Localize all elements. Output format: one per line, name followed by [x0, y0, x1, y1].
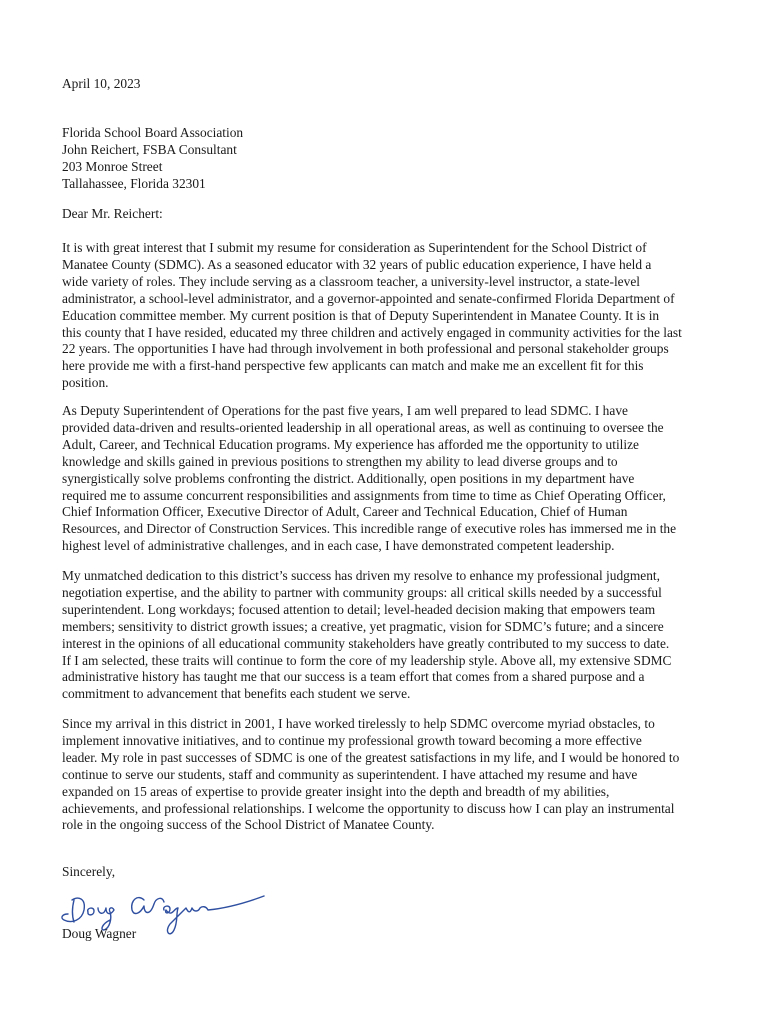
text-line: 22 years. The opportunities I have had through involvement in both professional and personal stakeholder groups [62, 341, 669, 357]
text-line: leader. My role in past successes of SDMC is one of the greatest satisfactions in my life, and I would be honored to [62, 749, 680, 765]
recipient-line: 203 Monroe Street [62, 158, 163, 174]
recipient-line: Florida School Board Association [62, 125, 244, 140]
text-line: here provide me with a first-hand perspective few applicants can match and make me an excellent fit for this [62, 358, 644, 374]
letter-date: April 10, 2023 [62, 76, 141, 91]
text-line: implement innovative initiatives, and to continue my professional growth toward becoming a more effective [62, 732, 642, 748]
text-line: My unmatched dedication to this district’s success has driven my resolve to enhance my professional judgment, [62, 568, 660, 583]
paragraph-4 [62, 716, 692, 834]
text-line: highest level of administrative challenges, and in each case, I have demonstrated competent leadership. [62, 538, 615, 554]
text-line: superintendent. Long workdays; focused attention to detail; level-headed decision making that empowers team [62, 601, 656, 617]
closing: Sincerely, [62, 864, 116, 879]
text-line: position. [62, 375, 109, 391]
recipient-line: Tallahassee, Florida 32301 [62, 175, 206, 191]
text-line: interest in the opinions of all educational community stakeholders have greatly contributed to my success to date. [62, 635, 670, 651]
recipient-line: John Reichert, FSBA Consultant [62, 141, 237, 157]
text-line: achievements, and professional relationships. I welcome the opportunity to discuss how I can play an instrumental [62, 800, 675, 816]
text-line: required me to assume concurrent responsibilities and assignments from time to time as Chief Operating Officer, [62, 487, 666, 503]
text-line: Chief Information Officer, Executive Director of Adult, Career and Technical Education, Chief of Human [62, 504, 628, 520]
text-line: expanded on 15 areas of expertise to provide greater insight into the depth and breadth of my abilities, [62, 783, 610, 799]
text-line: negotiation expertise, and the ability to partner with community groups: all critical skills needed by a successful [62, 584, 662, 600]
text-line: provided data-driven and results-oriented leadership in all operational areas, as well as continuing to oversee the [62, 419, 664, 435]
text-line: Education committee member. My current position is that of Deputy Superintendent in Manatee County. It is in [62, 307, 660, 323]
text-line: As Deputy Superintendent of Operations for the past five years, I am well prepared to lead SDMC. I have [62, 403, 628, 418]
text-line: role in the ongoing success of the School District of Manatee County. [62, 817, 435, 833]
text-line: wide variety of roles. They include serving as a classroom teacher, a university-level instructor, a state-level [62, 273, 640, 289]
signer-name: Doug Wagner [62, 926, 137, 941]
text-line: continue to serve our students, staff and community as superintendent. I have attached my resume and have [62, 766, 638, 782]
text-line: If I am selected, these traits will continue to form the core of my leadership style. Above all, my extensive SDMC [62, 652, 672, 668]
text-line: Adult, Career, and Technical Education programs. My experience has afforded me the opportunity to utilize [62, 436, 639, 452]
paragraph-3 [62, 568, 692, 703]
recipient-address [62, 125, 692, 193]
salutation: Dear Mr. Reichert: [62, 206, 163, 221]
text-line: synergistically solve problems confronting the district. Additionally, open positions in my department have [62, 470, 635, 486]
text-line: administrator, a school-level administrator, and a governor-appointed and senate-confirmed Florida Department of [62, 290, 675, 306]
paragraph-2 [62, 403, 692, 555]
text-line: members; sensitivity to district growth issues; a creative, yet pragmatic, vision for SDMC’s future; and a sincere [62, 618, 664, 634]
text-line: It is with great interest that I submit my resume for consideration as Superintendent for the School District of [62, 240, 647, 255]
paragraph-1 [62, 240, 692, 392]
text-line: Manatee County (SDMC). As a seasoned educator with 32 years of public education experience, I have held a [62, 256, 652, 272]
text-line: this county that I have resided, educated my three children and actively engaged in community activities for the last [62, 324, 682, 340]
text-line: administrative history has taught me that our success is a team effort that comes from a shared purpose and a [62, 669, 645, 685]
text-line: Since my arrival in this district in 2001, I have worked tirelessly to help SDMC overcome myriad obstacles, to [62, 716, 655, 731]
text-line: commitment to advancement that benefits each student we serve. [62, 686, 411, 702]
text-line: Resources, and Director of Construction Services. This incredible range of executive roles has immersed me in the [62, 521, 677, 537]
text-line: knowledge and skills gained in previous positions to strengthen my ability to lead diverse groups and to [62, 453, 618, 469]
